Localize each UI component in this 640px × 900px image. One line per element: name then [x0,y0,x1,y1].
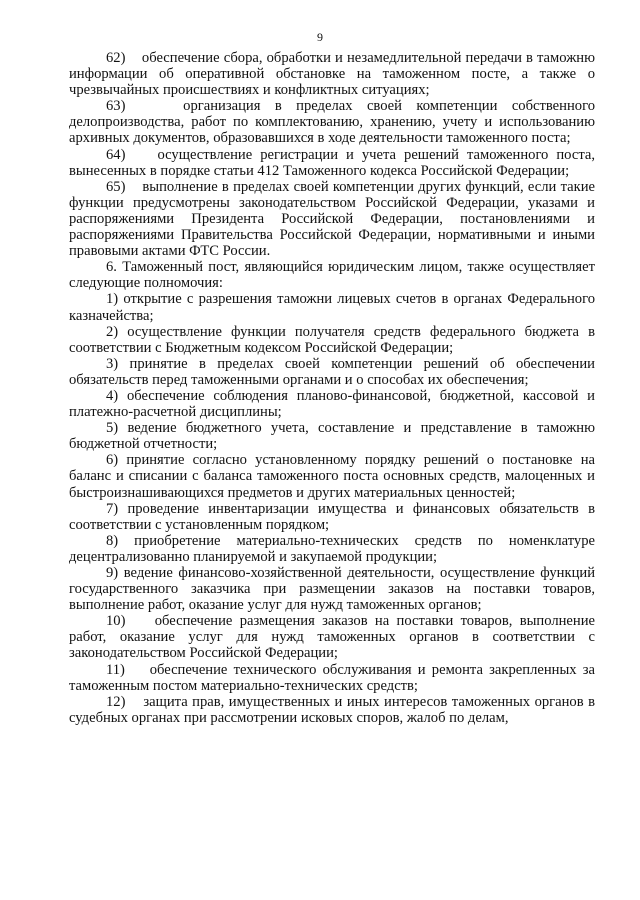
paragraph-item-6: 6) принятие согласно установленному порядку решений о постановке на баланс и списании с баланса таможенного поста основных средств, малоценных и быстроизнашивающихся предметов и других материальных ценностей; [69,452,595,501]
paragraph-item-9: 9) ведение финансово-хозяйственной деятельности, осуществление функций государственного заказчика при размещении заказов на поставки товаров, выполнение работ, оказание услуг для нужд таможенных органов; [69,565,595,614]
paragraph-item-8: 8) приобретение материально-технических средств по номенклатуре децентрализованно планируемой и закупаемой продукции; [69,532,595,565]
paragraph-item-1: 1) открытие с разрешения таможни лицевых счетов в органах Федерального казначейства; [69,291,595,324]
document-body [69,50,595,726]
paragraph-item-12: 12) защита прав, имущественных и иных интересов таможенных органов в судебных органах при рассмотрении исковых споров, жалоб по делам, [69,693,595,726]
paragraph-item-65: 65) выполнение в пределах своей компетенции других функций, если такие функции предусмотрены законодательством Российской Федерации, указами и распоряжениями Президента Российской Федерации, постановлениями и распоряжениями Правительства Российской Федерации, нормативными и иными правовыми актами ФТС России. [69,178,595,260]
paragraph-item-11: 11) обеспечение технического обслуживания и ремонта закрепленных за таможенным постом материально-технических средств; [69,661,595,694]
paragraph-section-6: 6. Таможенный пост, являющийся юридическим лицом, также осуществляет следующие полномочия: [69,259,595,292]
paragraph-item-3: 3) принятие в пределах своей компетенции решений об обеспечении обязательств перед таможенными органами и о способах их обеспечения; [69,355,595,388]
paragraph-item-7: 7) проведение инвентаризации имущества и финансовых обязательств в соответствии с установленным порядком; [69,500,595,533]
paragraph-item-5: 5) ведение бюджетного учета, составление и представление в таможню бюджетной отчетности; [69,420,595,453]
page-number: 9 [317,30,323,44]
paragraph-item-10: 10) обеспечение размещения заказов на поставки товаров, выполнение работ, оказание услуг для нужд таможенных органов в соответствии с законодательством Российской Федерации; [69,613,595,662]
paragraph-item-4: 4) обеспечение соблюдения планово-финансовой, бюджетной, кассовой и платежно-расчетной дисциплины; [69,387,595,421]
paragraph-item-62: 62) обеспечение сбора, обработки и незамедлительной передачи в таможню информации об оперативной обстановке на таможенном посте, а также о чрезвычайных происшествиях и конфликтных ситуациях; [69,50,595,99]
paragraph-item-2: 2) осуществление функции получателя средств федерального бюджета в соответствии с Бюджетным кодексом Российской Федерации; [69,323,595,356]
paragraph-item-63: 63) организация в пределах своей компетенции собственного делопроизводства, работ по комплектованию, хранению, учету и использованию архивных документов, образовавшихся в ходе деятельности таможенного поста; [69,98,595,147]
paragraph-item-64: 64) осуществление регистрации и учета решений таможенного поста, вынесенных в порядке статьи 412 Таможенного кодекса Российской Федерации; [69,146,595,179]
